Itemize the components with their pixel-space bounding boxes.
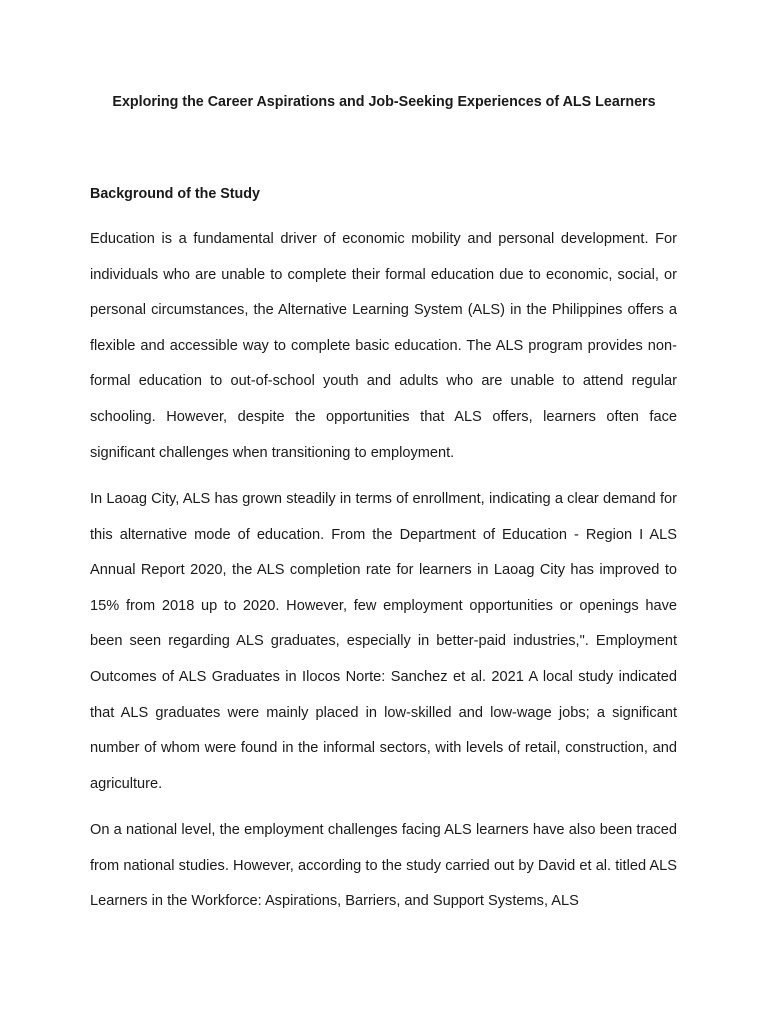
body-paragraph: Education is a fundamental driver of economic mobility and personal development. For individuals who are unable to complete their formal education due to economic, social, or personal circumstances, the Alternative Learning System (ALS) in the Philippines offers a flexible and accessible way to complete basic education. The ALS program provides non-formal education to out-of-school youth and adults who are unable to attend regular schooling. However, despite the opportunities that ALS offers, learners often face significant challenges when transitioning to employment. [90, 231, 677, 461]
body-paragraph: On a national level, the employment challenges facing ALS learners have also been traced from national studies. However, according to the study carried out by David et al. titled ALS Learners in the Workforce: Aspirations, Barriers, and Support Systems, ALS [90, 822, 677, 910]
section-heading-background: Background of the Study [90, 186, 260, 202]
body-paragraph: In Laoag City, ALS has grown steadily in terms of enrollment, indicating a clear demand for this alternative mode of education. From the Department of Education - Region I ALS Annual Report 2020, the ALS completion rate for learners in Laoag City has improved to 15% from 2018 up to 2020. However, few employment opportunities or openings have been seen regarding ALS graduates, especially in better-paid industries,". Employment Outcomes of ALS Graduates in Ilocos Norte: Sanchez et al. 2021 A local study indicated that ALS graduates were mainly placed in low-skilled and low-wage jobs; a significant number of whom were found in the informal sectors, with levels of retail, construction, and agriculture. [90, 491, 677, 792]
document-title: Exploring the Career Aspirations and Job-Seeking Experiences of ALS Learners [112, 94, 656, 110]
